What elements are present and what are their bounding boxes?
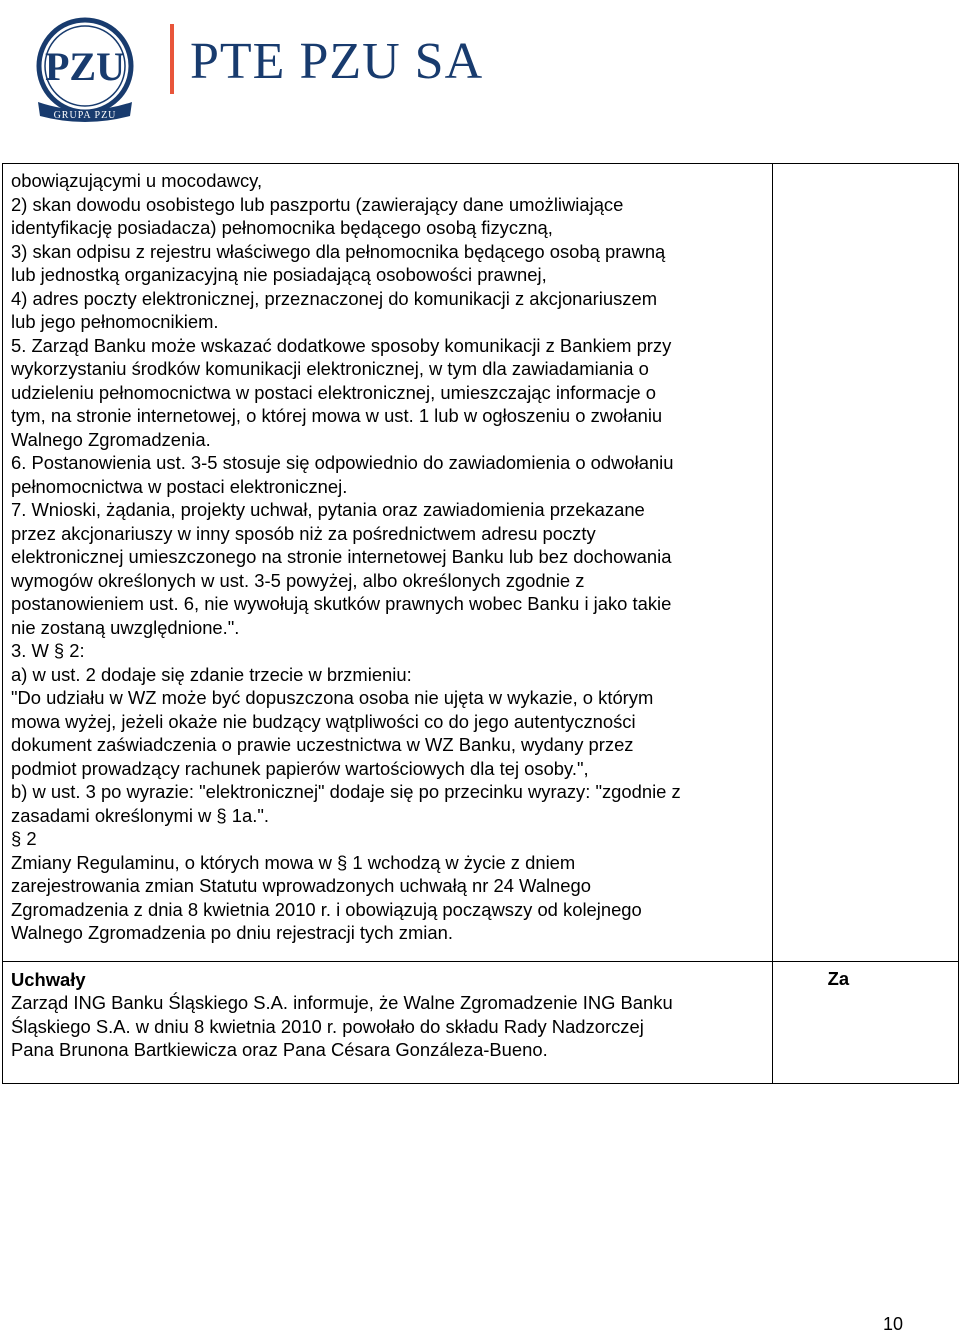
page-number: 10 — [883, 1314, 904, 1334]
text-line: lub jego pełnomocnikiem. — [11, 311, 219, 332]
text-line: 3. W § 2: — [11, 640, 85, 661]
section-heading: Uchwały — [11, 968, 86, 990]
text-line: Walnego Zgromadzenia po dniu rejestracji tych zmian. — [11, 922, 453, 943]
svg-text:GRUPA PZU: GRUPA PZU — [53, 110, 117, 121]
text-line: mowa wyżej, jeżeli okaże nie budzący wątpliwości co do jego autentyczności — [11, 710, 636, 732]
text-line: podmiot prowadzący rachunek papierów wartościowych dla tej osoby.", — [11, 757, 589, 779]
text-line: Śląskiego S.A. w dniu 8 kwietnia 2010 r. powołało do składu Rady Nadzorczej — [11, 1015, 644, 1037]
svg-text:PZU: PZU — [45, 44, 125, 89]
text-line: Walnego Zgromadzenia. — [11, 428, 211, 450]
main-text-cell — [3, 961, 773, 1083]
text-line: wykorzystaniu środków komunikacji elektronicznej, w tym dla zawiadamiania o — [11, 358, 649, 379]
text-line: a) w ust. 2 dodaje się zdanie trzecie w brzmieniu: — [11, 663, 412, 685]
page-header — [0, 0, 960, 140]
text-line: identyfikację posiadacza) pełnomocnika będącego osobą fizyczną, — [11, 217, 553, 238]
table-row — [3, 164, 959, 962]
text-line: postanowieniem ust. 6, nie wywołują skutków prawnych wobec Banku i jako takie — [11, 593, 672, 614]
text-line: obowiązującymi u mocodawcy, — [11, 170, 263, 191]
text-line: 4) adres poczty elektronicznej, przeznaczonej do komunikacji z akcjonariuszem — [11, 287, 658, 309]
text-line: wymogów określonych w ust. 3-5 powyżej, albo określonych zgodnie z — [11, 569, 585, 591]
text-line: 3) skan odpisu z rejestru właściwego dla pełnomocnika będącego osobą prawną — [11, 240, 666, 262]
text-line: "Do udziału w WZ może być dopuszczona osoba nie ujęta w wykazie, o którym — [11, 687, 654, 708]
document-table — [2, 163, 959, 1084]
text-line: dokument zaświadczenia o prawie uczestnictwa w WZ Banku, wydany przez — [11, 734, 634, 755]
text-line: przez akcjonariuszy w inny sposób niż za pośrednictwem adresu poczty — [11, 522, 596, 544]
text-line: Zarząd ING Banku Śląskiego S.A. informuje, że Walne Zgromadzenie ING Banku — [11, 992, 673, 1014]
text-line: 7. Wnioski, żądania, projekty uchwał, pytania oraz zawiadomienia przekazane — [11, 499, 645, 520]
text-line: b) w ust. 3 po wyrazie: "elektronicznej" dodaje się po przecinku wyrazy: "zgodnie z — [11, 781, 681, 802]
resolutions-section — [3, 962, 772, 1062]
text-line: nie zostaną uwzględnione.". — [11, 616, 240, 638]
company-name: PTE PZU SA — [190, 33, 484, 90]
text-line: 2) skan dowodu osobistego lub paszportu (zawierający dane umożliwiające — [11, 193, 624, 215]
section-text — [3, 164, 772, 945]
table-row — [3, 961, 959, 1083]
text-line: zarejestrowania zmian Statutu wprowadzonych uchwałą nr 24 Walnego — [11, 875, 591, 896]
logo-divider — [170, 24, 174, 94]
resolution-text — [11, 991, 764, 1062]
text-line: tym, na stronie internetowej, o której mowa w ust. 1 lub w ogłoszeniu o zwołaniu — [11, 405, 663, 426]
pzu-seal-logo — [26, 14, 144, 126]
text-line: udzieleniu pełnomocnictwa w postaci elektronicznej, umieszczając informacje o — [11, 381, 657, 403]
text-line: 6. Postanowienia ust. 3-5 stosuje się odpowiednio do zawiadomienia o odwołaniu — [11, 452, 674, 473]
text-line: Zmiany Regulaminu, o których mowa w § 1 wchodzą w życie z dniem — [11, 851, 576, 873]
vote-label: Za — [827, 967, 850, 989]
main-text-cell — [3, 164, 773, 962]
side-cell — [772, 164, 958, 962]
text-line: § 2 — [11, 828, 37, 849]
text-line: Zgromadzenia z dnia 8 kwietnia 2010 r. i obowiązują począwszy od kolejnego — [11, 898, 642, 920]
text-line: elektronicznej umieszczonego na stronie internetowej Banku lub bez dochowania — [11, 546, 672, 567]
text-line: pełnomocnictwa w postaci elektronicznej. — [11, 475, 348, 497]
side-cell — [772, 961, 958, 1083]
text-line: Pana Brunona Bartkiewicza oraz Pana Césara Gonzáleza-Bueno. — [11, 1039, 548, 1061]
text-line: lub jednostką organizacyjną nie posiadającą osobowości prawnej, — [11, 264, 547, 285]
text-line: zasadami określonymi w § 1a.". — [11, 804, 269, 826]
text-line: 5. Zarząd Banku może wskazać dodatkowe sposoby komunikacji z Bankiem przy — [11, 334, 672, 356]
